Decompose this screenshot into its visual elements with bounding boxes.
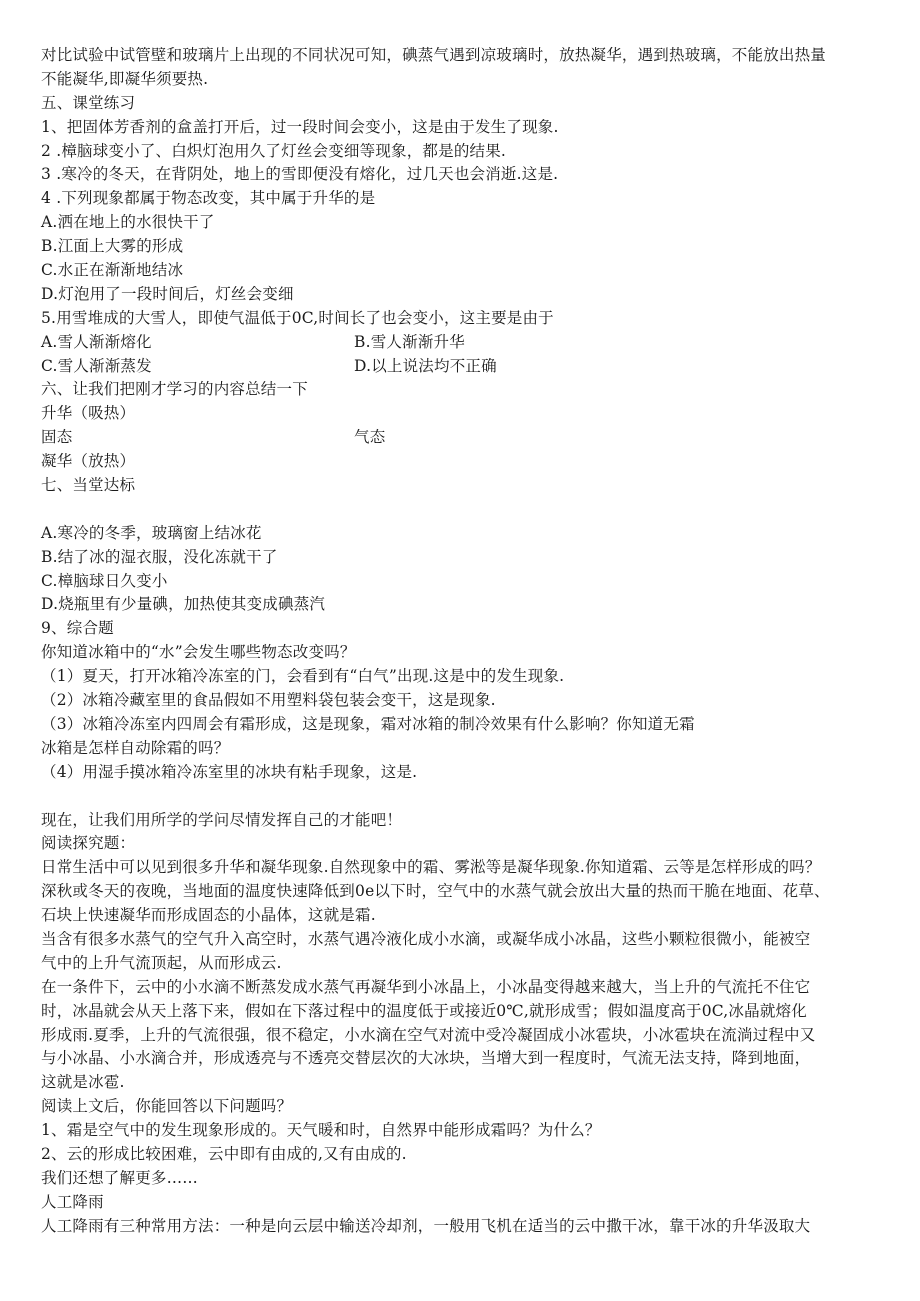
blank-line xyxy=(41,785,891,809)
section-9-heading: 9、综合题 xyxy=(41,619,114,638)
question-4-option-d: D.灯泡用了一段时间后，灯丝会变细 xyxy=(41,284,294,303)
section-6-heading: 六、让我们把刚才学习的内容总结一下 xyxy=(41,380,308,399)
reading-para-1-line-2: 深秋或冬天的夜晚，当地面的温度快速降低到0e以下时，空气中的水蒸气就会放出大量的热而干脆在地面、花草、 xyxy=(41,882,830,901)
reading-question-1: 1、霜是空气中的发生现象形成的。天气暖和时，自然界中能形成霜吗？为什么？ xyxy=(41,1121,601,1140)
section-9-part-3a: （3）冰箱冷冻室内四周会有霜形成，这是现象，霜对冰箱的制冷效果有什么影响？你知道无霜 xyxy=(41,714,695,733)
section-9-part-1: （1）夏天，打开冰箱冷冻室的门，会看到有“白气”出现.这是中的发生现象. xyxy=(41,667,565,686)
intro-line-1: 对比试验中试管壁和玻璃片上出现的不同状况可知，碘蒸气遇到凉玻璃时，放热凝华，遇到热玻璃，不能放出热量 xyxy=(41,46,827,64)
reading-para-3-line-1: 在一条件下，云中的小水滴不断蒸发成水蒸气再凝华到小冰晶上，小冰晶变得越来越大，当上升的气流托不住它 xyxy=(41,977,811,996)
reading-intro: 现在，让我们用所学的学问尽情发挥自己的才能吧！ xyxy=(41,810,403,829)
summary-solid: 固态 xyxy=(41,428,73,447)
blank-line xyxy=(41,498,891,522)
question-5-options-row-1 xyxy=(41,331,891,355)
summary-states-row xyxy=(41,426,891,450)
summary-deposition: 凝华（放热） xyxy=(41,452,136,471)
document-page xyxy=(41,44,891,1239)
section-9-part-4: （4）用湿手摸冰箱冷冻室里的冰块有粘手现象，这是. xyxy=(41,762,418,781)
artificial-rain-text: 人工降雨有三种常用方法：一种是向云层中输送冷却剂，一般用飞机在适当的云中撒干冰，靠干冰的升华汲取大 xyxy=(41,1216,811,1235)
section-5-heading: 五、课堂练习 xyxy=(41,93,136,112)
question-1: 1、把固体芳香剂的盒盖打开后，过一段时间会变小，这是由于发生了现象. xyxy=(41,117,559,136)
reading-para-1-line-3: 石块上快速凝华而形成固态的小晶体，这就是霜. xyxy=(41,906,376,925)
section-9-part-2: （2）冰箱冷藏室里的食品假如不用塑料袋包装会变干，这是现象. xyxy=(41,691,496,710)
reading-para-2-line-2: 气中的上升气流顶起，从而形成云. xyxy=(41,953,282,972)
reading-para-3-line-4: 与小冰晶、小水滴合并，形成透亮与不透亮交替层次的大冰块，当增大到一程度时，气流无法支持，降到地面， xyxy=(41,1049,811,1068)
intro-line-2: 不能凝华,即凝华须要热. xyxy=(41,69,209,88)
question-5-option-b: B.雪人渐渐升华 xyxy=(354,332,465,351)
artificial-rain-heading: 人工降雨 xyxy=(41,1192,104,1211)
summary-gas: 气态 xyxy=(354,428,386,447)
summary-sublimation: 升华（吸热） xyxy=(41,404,136,423)
question-4: 4 .下列现象都属于物态改变，其中属于升华的是 xyxy=(41,189,376,208)
reading-para-3-line-3: 形成雨.夏季，上升的气流很强，很不稳定，小水滴在空气对流中受冷凝固成小冰雹块，小冰雹块在流淌过程中又 xyxy=(41,1025,816,1044)
section-7-heading: 七、当堂达标 xyxy=(41,476,136,495)
section-7-option-d: D.烧瓶里有少量碘，加热使其变成碘蒸汽 xyxy=(41,595,326,614)
section-7-option-a: A.寒冷的冬季，玻璃窗上结冰花 xyxy=(41,523,262,542)
question-4-option-c: C.水正在渐渐地结冰 xyxy=(41,261,184,280)
question-5: 5.用雪堆成的大雪人，即使气温低于0C,时间长了也会变小，这主要是由于 xyxy=(41,308,554,327)
question-5-option-c: C.雪人渐渐蒸发 xyxy=(41,356,152,375)
question-5-options-row-2 xyxy=(41,355,891,379)
reading-para-3-line-5: 这就是冰雹. xyxy=(41,1073,125,1092)
question-5-option-a: A.雪人渐渐熔化 xyxy=(41,332,152,351)
section-7-option-b: B.结了冰的湿衣服，没化冻就干了 xyxy=(41,547,278,566)
section-7-option-c: C.樟脑球日久变小 xyxy=(41,571,168,590)
reading-more: 我们还想了解更多…… xyxy=(41,1168,199,1187)
reading-ask: 阅读上文后，你能回答以下问题吗？ xyxy=(41,1097,293,1116)
section-9-part-3b: 冰箱是怎样自动除霜的吗？ xyxy=(41,738,230,757)
question-4-option-b: B.江面上大雾的形成 xyxy=(41,237,184,256)
section-9-question: 你知道冰箱中的“水”会发生哪些物态改变吗？ xyxy=(41,643,356,662)
question-2: 2 .樟脑球变小了、白炽灯泡用久了灯丝会变细等现象，都是的结果. xyxy=(41,141,507,160)
question-3: 3 .寒冷的冬天，在背阴处，地上的雪即便没有熔化，过几天也会消逝.这是. xyxy=(41,165,559,184)
reading-para-2-line-1: 当含有很多水蒸气的空气升入高空时，水蒸气遇冷液化成小水滴，或凝华成小冰晶，这些小颗粒很微小，能被空 xyxy=(41,929,811,948)
question-5-option-d: D.以上说法均不正确 xyxy=(354,356,497,375)
reading-para-3-line-2: 时，冰晶就会从天上落下来，假如在下落过程中的温度低于或接近0℃,就形成雪；假如温度高于0C,冰晶就熔化 xyxy=(41,1001,807,1020)
reading-para-1-line-1: 日常生活中可以见到很多升华和凝华现象.自然现象中的霜、雾淞等是凝华现象.你知道霜、云等是怎样形成的吗？ xyxy=(41,858,821,877)
reading-question-2: 2、云的形成比较困难，云中即有由成的,又有由成的. xyxy=(41,1144,407,1163)
question-4-option-a: A.洒在地上的水很快干了 xyxy=(41,213,215,232)
reading-title: 阅读探究题： xyxy=(41,834,136,853)
